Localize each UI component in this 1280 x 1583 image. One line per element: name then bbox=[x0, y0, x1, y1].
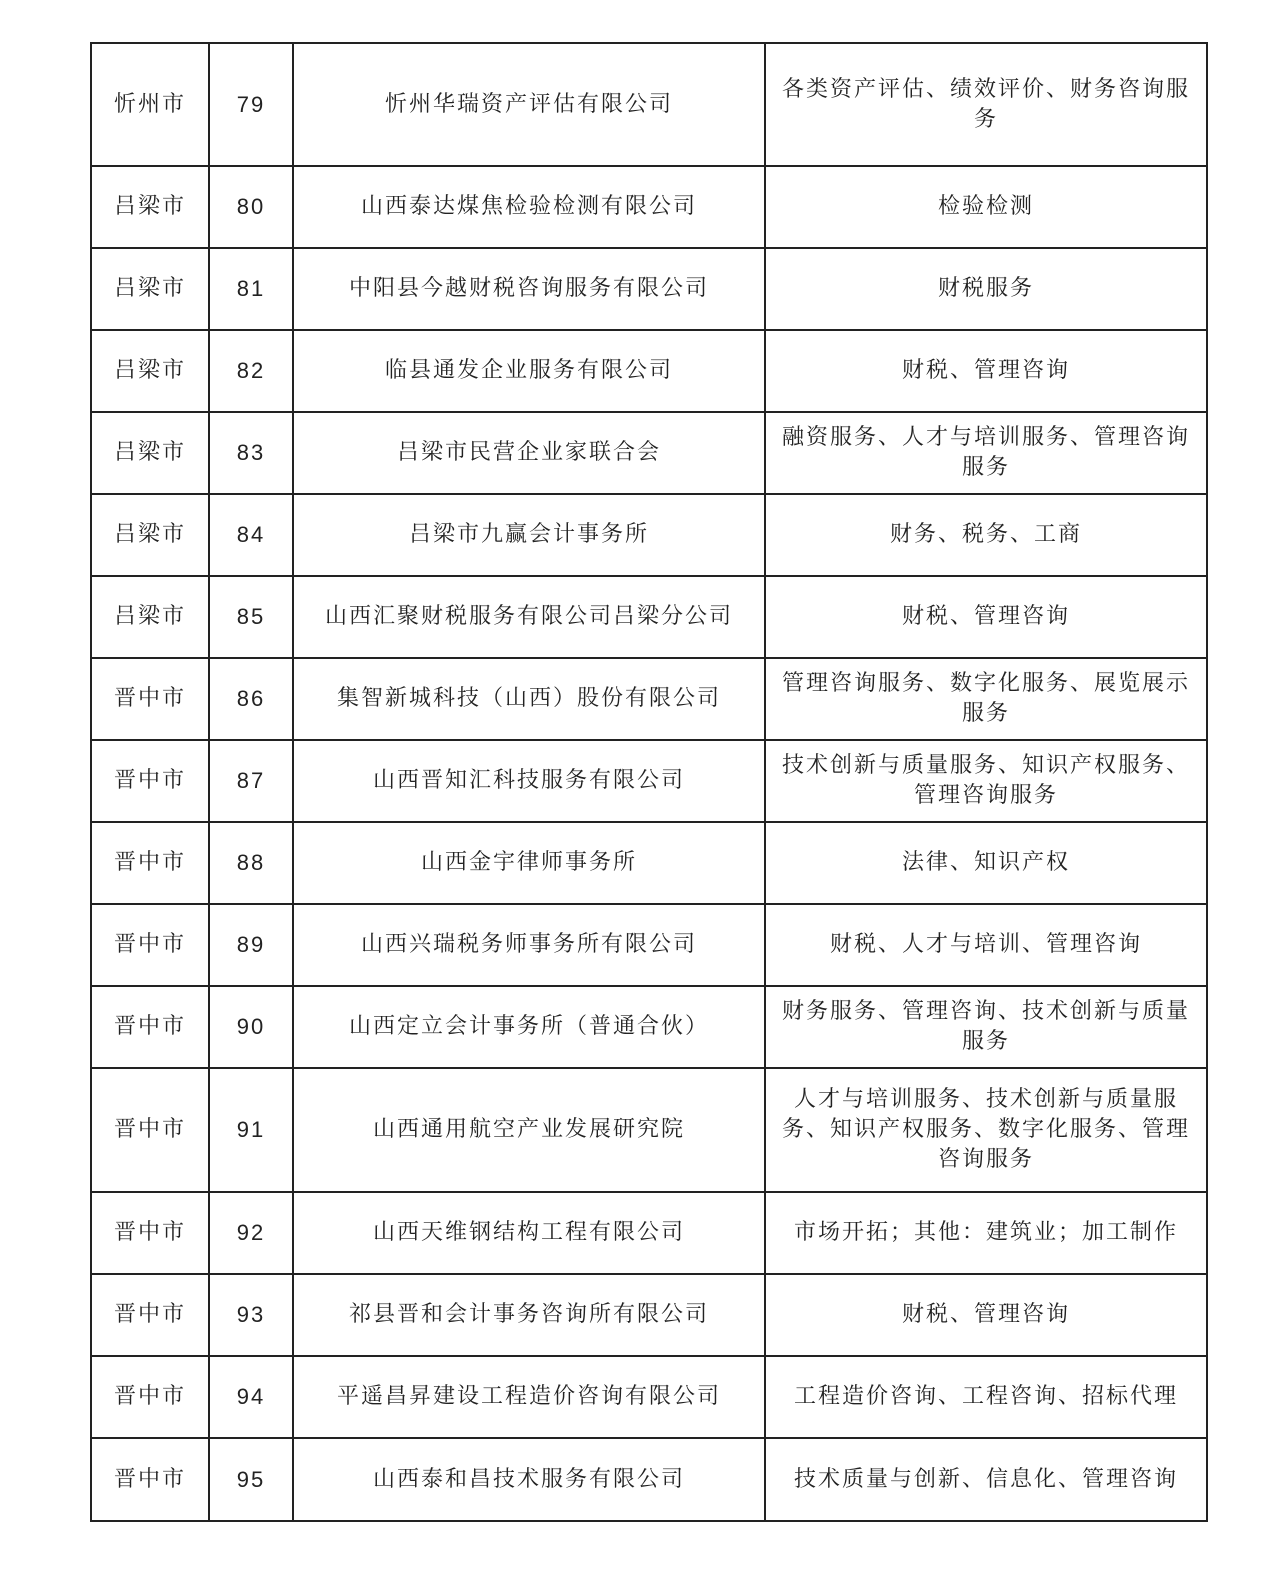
city-cell: 晋中市 bbox=[91, 658, 209, 740]
table-row bbox=[91, 248, 1207, 330]
number-cell: 82 bbox=[209, 330, 293, 412]
number-cell: 84 bbox=[209, 494, 293, 576]
table-row bbox=[91, 1192, 1207, 1274]
city-cell: 晋中市 bbox=[91, 822, 209, 904]
number-cell: 81 bbox=[209, 248, 293, 330]
service-cell: 人才与培训服务、技术创新与质量服务、知识产权服务、数字化服务、管理咨询服务 bbox=[765, 1068, 1207, 1192]
city-cell: 吕梁市 bbox=[91, 576, 209, 658]
table-row bbox=[91, 986, 1207, 1068]
service-cell: 各类资产评估、绩效评价、财务咨询服务 bbox=[765, 43, 1207, 166]
company-cell: 山西天维钢结构工程有限公司 bbox=[293, 1192, 765, 1274]
company-cell: 山西晋知汇科技服务有限公司 bbox=[293, 740, 765, 822]
number-cell: 79 bbox=[209, 43, 293, 166]
number-cell: 87 bbox=[209, 740, 293, 822]
number-cell: 89 bbox=[209, 904, 293, 986]
city-cell: 吕梁市 bbox=[91, 248, 209, 330]
service-cell: 管理咨询服务、数字化服务、展览展示服务 bbox=[765, 658, 1207, 740]
city-cell: 晋中市 bbox=[91, 986, 209, 1068]
table-row bbox=[91, 576, 1207, 658]
number-cell: 83 bbox=[209, 412, 293, 494]
service-cell: 技术质量与创新、信息化、管理咨询 bbox=[765, 1438, 1207, 1521]
company-cell: 山西兴瑞税务师事务所有限公司 bbox=[293, 904, 765, 986]
service-cell: 财税、管理咨询 bbox=[765, 576, 1207, 658]
number-cell: 94 bbox=[209, 1356, 293, 1438]
service-cell: 财税服务 bbox=[765, 248, 1207, 330]
number-cell: 86 bbox=[209, 658, 293, 740]
service-provider-table bbox=[90, 42, 1208, 1522]
number-cell: 85 bbox=[209, 576, 293, 658]
table-row bbox=[91, 330, 1207, 412]
city-cell: 晋中市 bbox=[91, 1356, 209, 1438]
number-cell: 91 bbox=[209, 1068, 293, 1192]
company-cell: 山西通用航空产业发展研究院 bbox=[293, 1068, 765, 1192]
table-row bbox=[91, 1438, 1207, 1521]
company-cell: 中阳县今越财税咨询服务有限公司 bbox=[293, 248, 765, 330]
number-cell: 80 bbox=[209, 166, 293, 248]
city-cell: 吕梁市 bbox=[91, 494, 209, 576]
service-cell: 融资服务、人才与培训服务、管理咨询服务 bbox=[765, 412, 1207, 494]
service-cell: 财税、人才与培训、管理咨询 bbox=[765, 904, 1207, 986]
city-cell: 吕梁市 bbox=[91, 412, 209, 494]
table-row bbox=[91, 904, 1207, 986]
city-cell: 晋中市 bbox=[91, 1068, 209, 1192]
table-row bbox=[91, 412, 1207, 494]
service-cell: 财务服务、管理咨询、技术创新与质量服务 bbox=[765, 986, 1207, 1068]
table-row bbox=[91, 166, 1207, 248]
company-cell: 临县通发企业服务有限公司 bbox=[293, 330, 765, 412]
company-cell: 山西金宇律师事务所 bbox=[293, 822, 765, 904]
company-cell: 祁县晋和会计事务咨询所有限公司 bbox=[293, 1274, 765, 1356]
table-row bbox=[91, 43, 1207, 166]
service-cell: 财税、管理咨询 bbox=[765, 1274, 1207, 1356]
city-cell: 晋中市 bbox=[91, 904, 209, 986]
city-cell: 晋中市 bbox=[91, 1438, 209, 1521]
table-row bbox=[91, 494, 1207, 576]
company-cell: 吕梁市九赢会计事务所 bbox=[293, 494, 765, 576]
city-cell: 晋中市 bbox=[91, 1192, 209, 1274]
table-row bbox=[91, 1068, 1207, 1192]
service-cell: 法律、知识产权 bbox=[765, 822, 1207, 904]
company-cell: 山西泰和昌技术服务有限公司 bbox=[293, 1438, 765, 1521]
company-cell: 山西汇聚财税服务有限公司吕梁分公司 bbox=[293, 576, 765, 658]
table-body bbox=[91, 43, 1207, 1521]
company-cell: 山西定立会计事务所（普通合伙） bbox=[293, 986, 765, 1068]
table-row bbox=[91, 822, 1207, 904]
service-cell: 工程造价咨询、工程咨询、招标代理 bbox=[765, 1356, 1207, 1438]
company-cell: 吕梁市民营企业家联合会 bbox=[293, 412, 765, 494]
service-cell: 市场开拓；其他：建筑业；加工制作 bbox=[765, 1192, 1207, 1274]
table-row bbox=[91, 1274, 1207, 1356]
number-cell: 90 bbox=[209, 986, 293, 1068]
company-cell: 平遥昌昇建设工程造价咨询有限公司 bbox=[293, 1356, 765, 1438]
service-cell: 财税、管理咨询 bbox=[765, 330, 1207, 412]
number-cell: 92 bbox=[209, 1192, 293, 1274]
number-cell: 88 bbox=[209, 822, 293, 904]
company-cell: 忻州华瑞资产评估有限公司 bbox=[293, 43, 765, 166]
service-cell: 财务、税务、工商 bbox=[765, 494, 1207, 576]
city-cell: 晋中市 bbox=[91, 1274, 209, 1356]
number-cell: 95 bbox=[209, 1438, 293, 1521]
company-cell: 集智新城科技（山西）股份有限公司 bbox=[293, 658, 765, 740]
city-cell: 吕梁市 bbox=[91, 330, 209, 412]
service-cell: 技术创新与质量服务、知识产权服务、管理咨询服务 bbox=[765, 740, 1207, 822]
company-cell: 山西泰达煤焦检验检测有限公司 bbox=[293, 166, 765, 248]
city-cell: 晋中市 bbox=[91, 740, 209, 822]
number-cell: 93 bbox=[209, 1274, 293, 1356]
table-row bbox=[91, 658, 1207, 740]
table-row bbox=[91, 740, 1207, 822]
city-cell: 忻州市 bbox=[91, 43, 209, 166]
city-cell: 吕梁市 bbox=[91, 166, 209, 248]
service-cell: 检验检测 bbox=[765, 166, 1207, 248]
table-row bbox=[91, 1356, 1207, 1438]
